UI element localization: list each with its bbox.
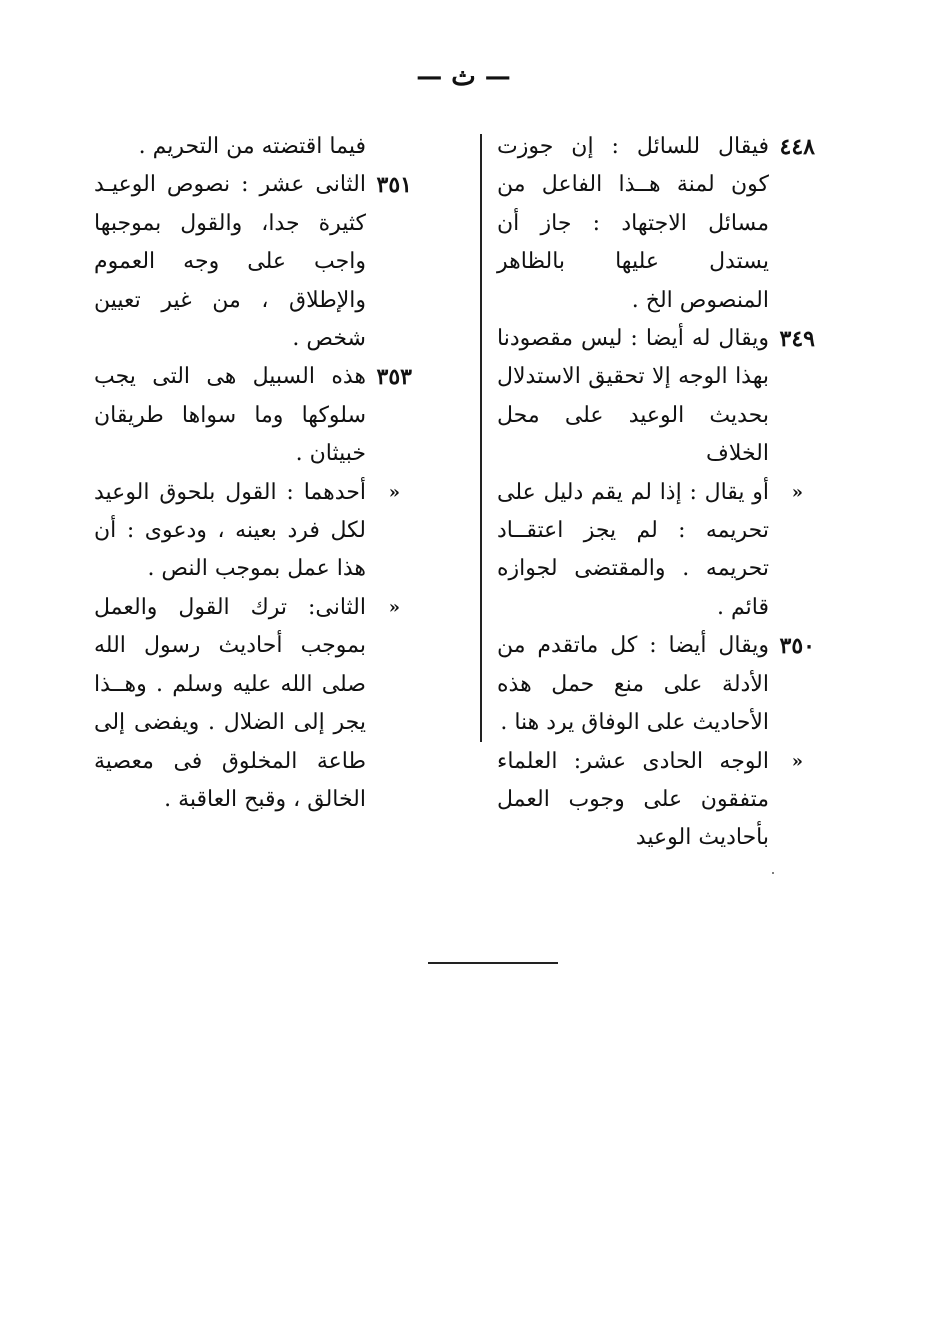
- index-column-left: [94, 128, 412, 819]
- entry-number: ٤٤٨: [779, 134, 815, 160]
- ditto-mark: «: [388, 481, 400, 503]
- index-column-right: [497, 128, 815, 858]
- entry-text: ويقال أيضا : كل ماتقدم من الأدلة على منع حمل هذه الأحاديث على الوفاق يرد هنا .: [497, 633, 769, 736]
- entry-text: هذه السبيل هى التى يجب سلوكها وما سواها طريقان خبيثان .: [94, 364, 366, 467]
- entry-text: ويقال له أيضا : ليس مقصودنا بهذا الوجه إلا تحقيق الاستدلال بحديث الوعيد على محل الخلاف: [497, 326, 769, 467]
- entry-text: الثانى عشر : نصوص الوعيـد كثيرة جدا، والقول بموجبها واجب على وجه العموم والإطلاق ، من غير تعيين شخص .: [94, 172, 366, 352]
- entry-text: الثانى: ترك القول والعمل بموجب أحاديث رسول الله صلى الله عليه وسلم . وهــذا يجر إلى الضلال . ويفضى إلى طاعة المخلوق فى معصية الخالق ، وقبح العاقبة .: [94, 594, 366, 812]
- entry-number: ٣٤٩: [779, 326, 815, 353]
- entry-number: ٣٥١: [376, 172, 412, 199]
- index-entry-349: [497, 320, 815, 474]
- entry-text: أو يقال : إذا لم يقم دليل على تحريمه : لم يجز اعتقــاد تحريمه . والمقتضى لجوازه قائم .: [497, 479, 769, 620]
- entry-text: الوجه الحادى عشر: العلماء متفقون على وجوب العمل بأحاديث الوعيد: [497, 748, 769, 851]
- ink-speck: [772, 872, 774, 874]
- index-entry-350: [497, 627, 815, 742]
- index-entry-351: [94, 166, 412, 358]
- ditto-mark: «: [791, 481, 803, 503]
- page-header-letter: — ث —: [416, 62, 511, 92]
- entry-text: فيقال للسائل : إن جوزت كون لمنة هــذا الفاعل من مسائل الاجتهاد : جاز أن يستدل عليها بالظاهر المنصوص الخ .: [497, 134, 769, 313]
- entry-number: ٣٥٠: [779, 633, 815, 660]
- index-entry-353-ditto-1: [94, 474, 412, 589]
- footer-rule: [428, 962, 558, 964]
- entry-number: ٣٥٣: [376, 364, 412, 391]
- index-entry-353: [94, 358, 412, 473]
- continuation-text: فيما اقتضته من التحريم .: [138, 134, 366, 159]
- column-divider: [480, 134, 482, 742]
- entry-text: أحدهما : القول بلحوق الوعيد لكل فرد بعينه ، ودعوى : أن هذا عمل بموجب النص .: [94, 479, 366, 582]
- ditto-mark: «: [388, 596, 400, 618]
- index-entry-349-ditto: [497, 474, 815, 628]
- index-entry-350-ditto: [497, 743, 815, 858]
- ditto-mark: «: [791, 750, 803, 772]
- index-entry-353-ditto-2: [94, 589, 412, 819]
- index-entry-348: [497, 128, 815, 320]
